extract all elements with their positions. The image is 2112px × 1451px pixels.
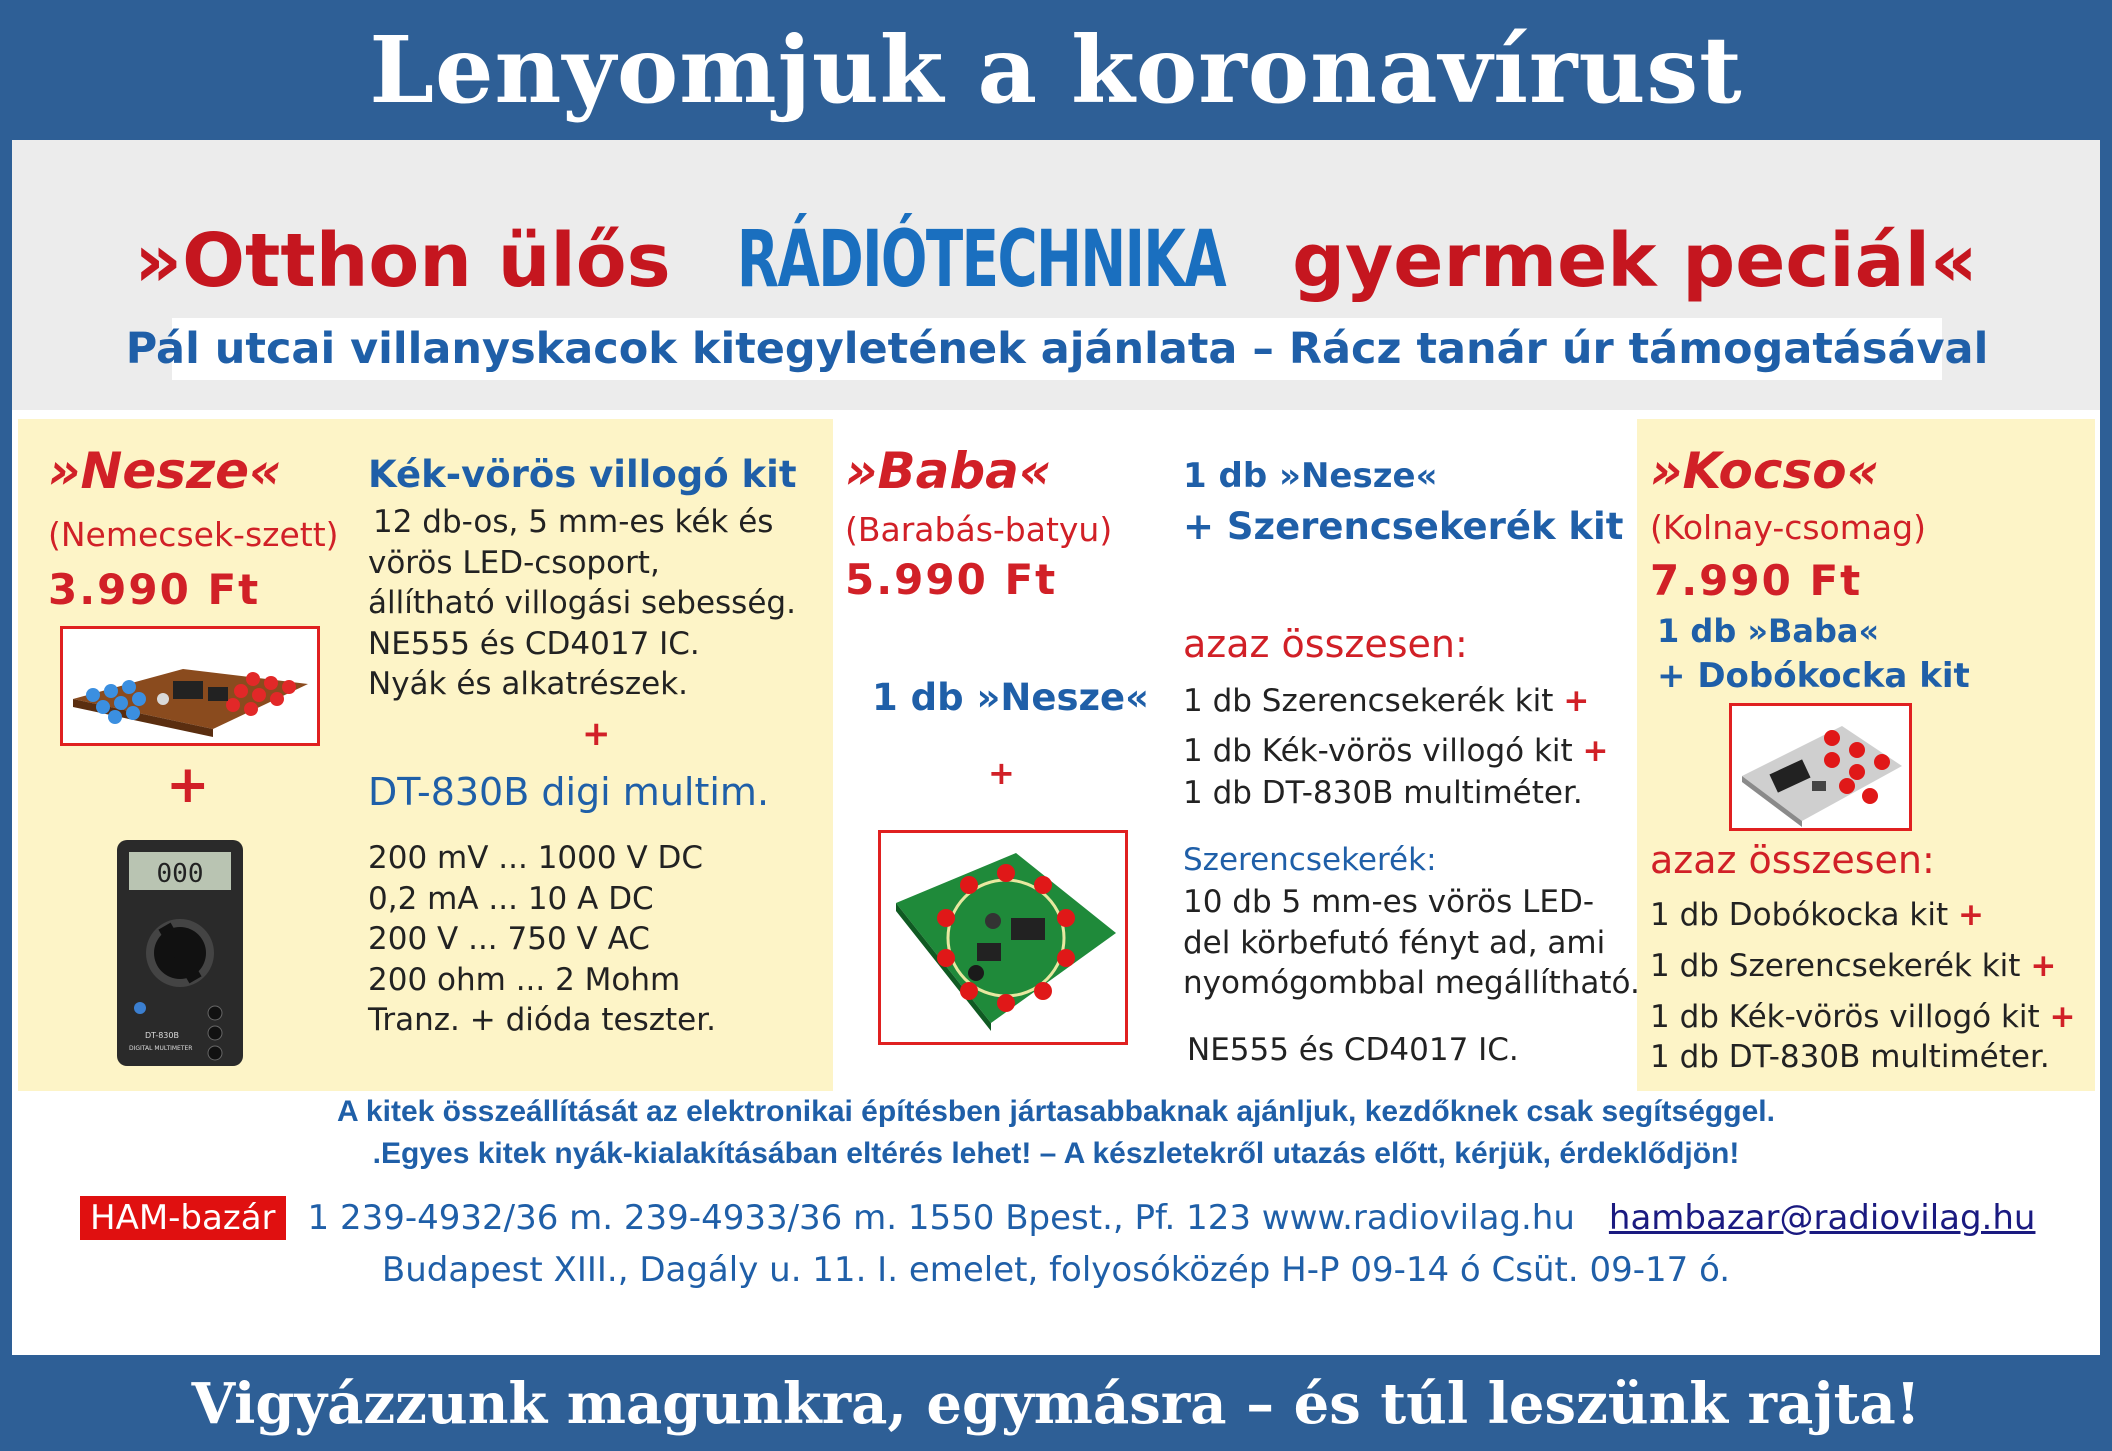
baba-alias: (Barabás-batyu) — [845, 510, 1113, 549]
wheel-kit-image — [881, 833, 1125, 1042]
wheel-kit-photo — [878, 830, 1128, 1045]
nesze-alias: (Nemecsek-szett) — [48, 515, 339, 554]
plus-sign: + — [988, 754, 1015, 792]
desc-line: nyomógombbal megállítható. — [1183, 965, 1640, 1001]
desc-line: állítható villogási sebesség. — [368, 585, 796, 621]
wheel-desc — [1183, 882, 1640, 1004]
desc-line: del körbefutó fényt ad, ami — [1183, 924, 1606, 961]
plus-sign: + — [582, 714, 611, 754]
spec-line: 200 V ... 750 V AC — [368, 921, 650, 957]
dice-kit-image — [1732, 706, 1909, 828]
kocso-alias: (Kolnay-csomag) — [1650, 508, 1926, 547]
multimeter-display: 000 — [156, 859, 204, 889]
desc-line: Nyák és alkatrészek. — [368, 666, 689, 702]
baba-name: »Baba« — [845, 442, 1052, 500]
page-title: Lenyomjuk a koronavírust — [369, 16, 1743, 124]
kocso-total-label: azaz összesen: — [1650, 838, 1935, 882]
wheel-title: Szerencsekerék: — [1183, 842, 1437, 878]
nesze-name: »Nesze« — [48, 442, 282, 500]
kocso-price: 7.990 Ft — [1650, 556, 1863, 605]
email-link[interactable]: hambazar@radiovilag.hu — [1608, 1198, 2036, 1238]
spec-line: 200 ohm ... 2 Mohm — [368, 961, 681, 998]
multimeter-specs — [368, 838, 716, 1041]
baba-line2: + Szerencsekerék kit — [1183, 505, 1624, 548]
desc-line: 10 db 5 mm-es vörös LED- — [1183, 884, 1595, 920]
spec-line: 0,2 mA ... 10 A DC — [368, 880, 654, 917]
list-item: 1 db Dobókocka kit + — [1650, 897, 1984, 933]
spec-line: Tranz. + dióda teszter. — [368, 1002, 716, 1038]
baba-line1: 1 db »Nesze« — [1183, 456, 1438, 496]
contact-line — [80, 1197, 2035, 1239]
ham-bazar-badge: HAM-bazár — [80, 1196, 286, 1240]
list-item: 1 db Kék-vörös villogó kit + — [1183, 733, 1609, 769]
multimeter-model: DT-830B — [145, 1031, 179, 1040]
plus-sign: + — [166, 755, 210, 815]
contact-info: 1 239-4932/36 m. 239-4933/36 m. 1550 Bpest., Pf. 123 www.radiovilag.hu — [307, 1198, 1575, 1238]
blinker-kit-desc — [368, 502, 796, 705]
headline-post: gyermek peciál« — [1292, 218, 1978, 304]
dice-kit-photo — [1729, 703, 1912, 831]
headline — [0, 215, 2112, 305]
kocso-name: »Kocso« — [1650, 442, 1880, 500]
nesze-price: 3.990 Ft — [48, 565, 261, 614]
list-item: 1 db Szerencsekerék kit + — [1183, 683, 1590, 719]
multimeter-photo — [115, 838, 245, 1068]
footer-note-2: .Egyes kitek nyák-kialakításában eltérés lehet! – A készletekről utazás előtt, kérjük, érdeklődjön! — [372, 1137, 1740, 1170]
baba-price: 5.990 Ft — [845, 555, 1058, 604]
blinker-kit-title: Kék-vörös villogó kit — [368, 453, 797, 496]
wheel-ic: NE555 és CD4017 IC. — [1187, 1032, 1519, 1068]
multimeter-caption: DIGITAL MULTIMETER — [129, 1045, 193, 1052]
bottom-slogan: Vigyázzunk magunkra, egymásra – és túl leszünk rajta! — [191, 1370, 1921, 1437]
subtitle: Pál utcai villanyskacok kitegyletének ajánlata – Rácz tanár úr támogatásával — [172, 318, 1942, 380]
spec-line: 200 mV ... 1000 V DC — [368, 840, 704, 876]
desc-line: 12 db-os, 5 mm-es kék és — [373, 504, 774, 540]
desc-line: vörös LED-csoport, — [368, 544, 660, 581]
footer-note-1: A kitek összeállítását az elektronikai építésben jártasabbaknak ajánljuk, kezdőknek csak segítséggel. — [337, 1095, 1775, 1128]
kocso-total-list — [1650, 891, 2076, 1081]
address: Budapest XIII., Dagály u. 11. I. emelet, folyosóközép H-P 09-14 ó Csüt. 09-17 ó. — [381, 1250, 1731, 1290]
desc-line: NE555 és CD4017 IC. — [368, 625, 700, 662]
kocso-line2: + Dobókocka kit — [1657, 656, 1970, 696]
baba-one-nesze: 1 db »Nesze« — [872, 676, 1149, 719]
kocso-line1: 1 db »Baba« — [1657, 612, 1880, 650]
list-item: 1 db DT-830B multiméter. — [1650, 1039, 2050, 1075]
list-item: 1 db DT-830B multiméter. — [1183, 775, 1583, 811]
multimeter-title: DT-830B digi multim. — [368, 770, 770, 814]
list-item: 1 db Kék-vörös villogó kit + — [1650, 999, 2076, 1035]
brand-logo: RÁDIÓTECHNIKA — [737, 215, 1226, 305]
headline-pre: »Otthon ülős — [134, 218, 671, 304]
blinker-kit-photo — [60, 626, 320, 746]
baba-total-list — [1183, 677, 1609, 817]
multimeter-image — [115, 838, 245, 1068]
baba-total-label: azaz összesen: — [1183, 622, 1468, 666]
blinker-kit-image — [63, 629, 317, 743]
list-item: 1 db Szerencsekerék kit + — [1650, 948, 2057, 984]
